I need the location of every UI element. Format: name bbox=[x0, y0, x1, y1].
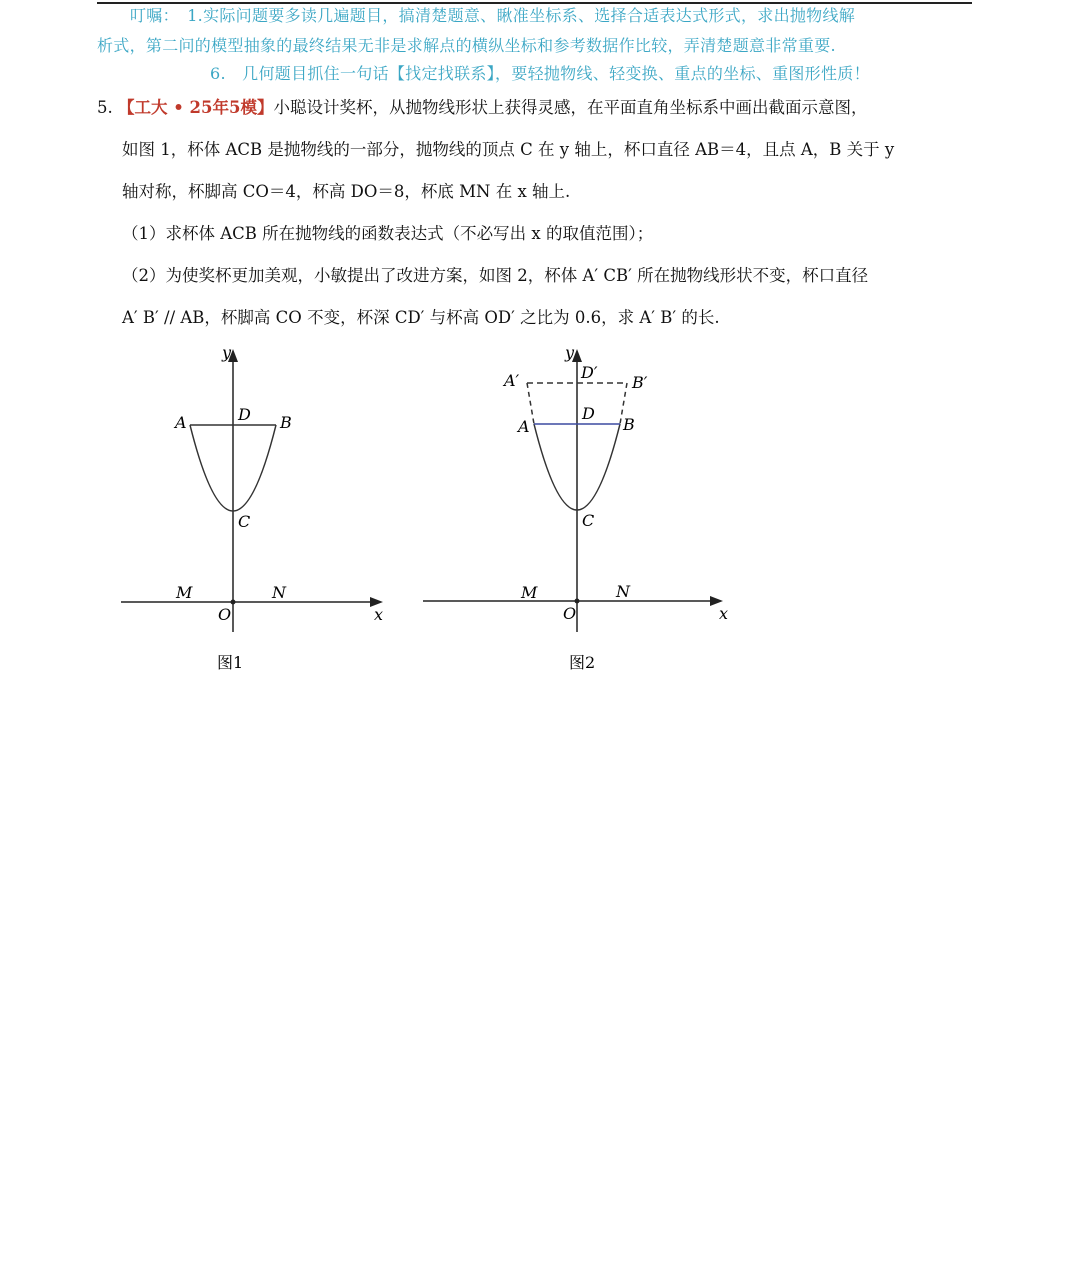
fig2-origin-point bbox=[575, 599, 580, 604]
fig2-label-D: D bbox=[582, 404, 595, 423]
problem-part-2b: A′ B′ // AB，杯脚高 CO 不变，杯深 CD′ 与杯高 OD′ 之比为 0.6，求 A′ B′ 的长. bbox=[122, 308, 720, 327]
problem-part-2a: （2）为使奖杯更加美观，小敏提出了改进方案，如图 2，杯体 A′ CB′ 所在抛物线形状不变，杯口直径 bbox=[122, 266, 869, 285]
fig2-caption: 图2 bbox=[569, 653, 596, 672]
figure-2 bbox=[423, 343, 728, 672]
fig1-caption: 图1 bbox=[217, 653, 244, 672]
figure-1 bbox=[121, 343, 383, 672]
problem-stem-3: 轴对称，杯脚高 CO＝4，杯高 DO＝8，杯底 MN 在 x 轴上. bbox=[122, 182, 571, 201]
tip-line-1: 叮嘱： 1.实际问题要多读几遍题目，搞清楚题意、瞅准坐标系、选择合适表达式形式，求出抛物线解 bbox=[130, 6, 856, 25]
fig1-label-C: C bbox=[238, 512, 251, 531]
tip-line-3: 6. 几何题目抓住一句话【找定找联系】，要轻抛物线、轻变换、重点的坐标、重图形性质！ bbox=[210, 64, 870, 83]
fig2-label-B: B bbox=[623, 415, 635, 434]
fig2-label-O: O bbox=[563, 604, 577, 623]
problem-stem-1: 小聪设计奖杯，从抛物线形状上获得灵感，在平面直角坐标系中画出截面示意图， bbox=[273, 98, 868, 117]
problem-stem-2: 如图 1，杯体 ACB 是抛物线的一部分，抛物线的顶点 C 在 y 轴上，杯口直径 AB＝4，且点 A，B 关于 y bbox=[122, 140, 895, 159]
fig1-label-O: O bbox=[218, 605, 232, 624]
fig1-label-N: N bbox=[272, 583, 286, 602]
fig2-label-C: C bbox=[582, 511, 595, 530]
fig1-label-y: y bbox=[222, 343, 232, 362]
fig2-label-D-prime: D′ bbox=[581, 363, 598, 382]
fig2-label-M: M bbox=[521, 583, 538, 602]
fig2-label-A-prime: A′ bbox=[504, 371, 520, 390]
fig1-label-M: M bbox=[176, 583, 193, 602]
fig1-label-B: B bbox=[280, 413, 292, 432]
tip-line-2: 析式，第二问的模型抽象的最终结果无非是求解点的横纵坐标和参考数据作比较，弄清楚题意非常重要. bbox=[97, 36, 836, 55]
problem-source: 【工大 • 25年5模】 bbox=[118, 98, 274, 117]
fig1-label-x: x bbox=[374, 605, 384, 624]
fig1-label-D: D bbox=[238, 405, 251, 424]
fig1-origin-point bbox=[231, 600, 236, 605]
fig1-label-A: A bbox=[175, 413, 187, 432]
fig2-label-B-prime: B′ bbox=[632, 373, 648, 392]
problem-part-1: （1）求杯体 ACB 所在抛物线的函数表达式（不必写出 x 的取值范围）； bbox=[122, 224, 654, 243]
fig2-label-y: y bbox=[565, 343, 575, 362]
fig2-label-N: N bbox=[616, 582, 630, 601]
fig2-label-x: x bbox=[719, 604, 729, 623]
problem-number: 5. bbox=[97, 98, 113, 117]
fig2-label-A: A bbox=[518, 417, 530, 436]
